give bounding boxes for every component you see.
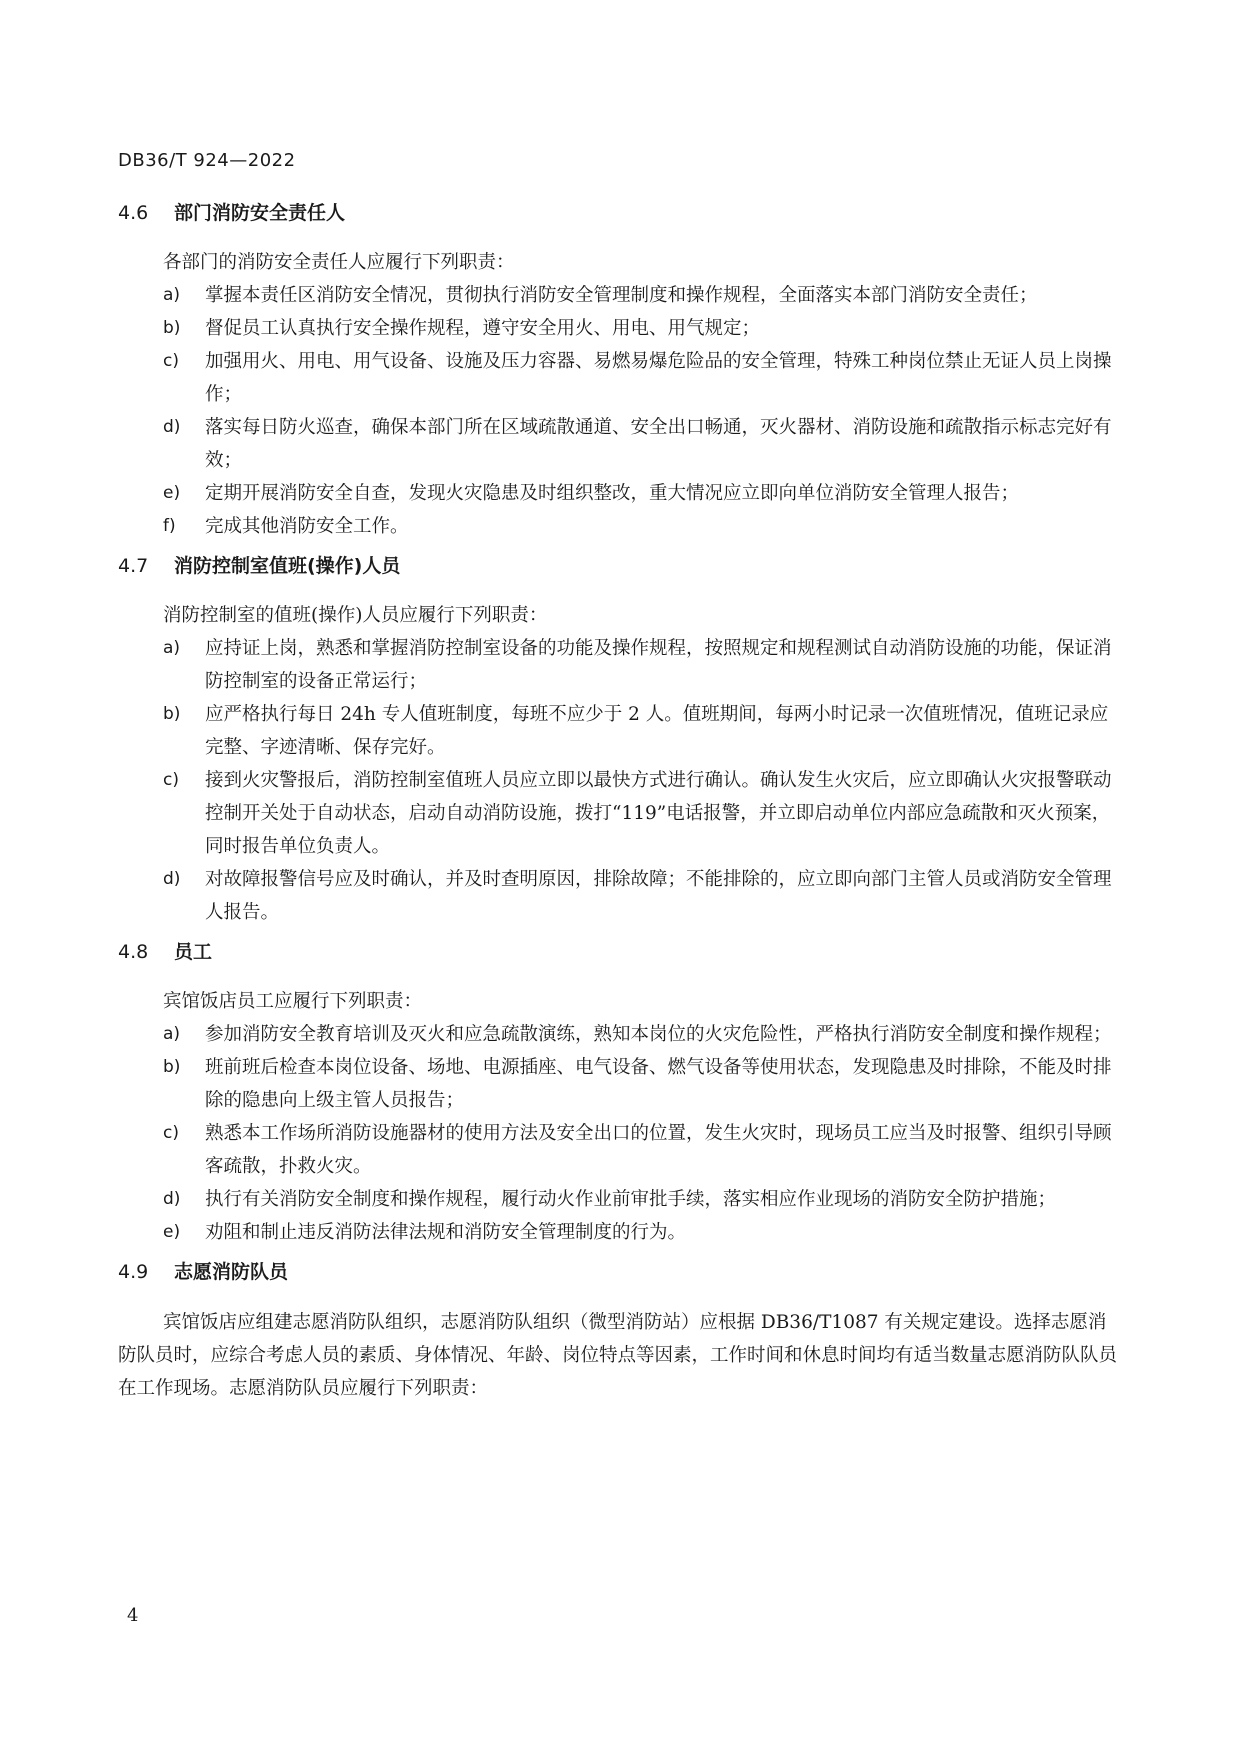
list-item — [118, 312, 1118, 345]
section-intro: 宾馆饭店员工应履行下列职责： — [163, 991, 423, 1012]
list-marker: c) — [163, 770, 179, 790]
section-4-9 — [118, 1257, 1118, 1405]
list-item-text: 对故障报警信号应及时确认，并及时查明原因，排除故障；不能排除的，应立即向部门主管人员或消防安全管理人报告。 — [205, 869, 1112, 923]
section-4-6 — [118, 198, 1118, 543]
section-title: 部门消防安全责任人 — [174, 202, 346, 224]
section-heading — [118, 198, 1118, 228]
page-number: 4 — [127, 1605, 139, 1626]
list-marker: e) — [163, 1222, 181, 1242]
list-item — [118, 698, 1118, 764]
list-item-text: 熟悉本工作场所消防设施器材的使用方法及安全出口的位置，发生火灾时，现场员工应当及时报警、组织引导顾客疏散，扑救火灾。 — [205, 1123, 1112, 1177]
list-marker: d) — [163, 869, 181, 889]
list-marker: a) — [163, 285, 181, 305]
list-marker: a) — [163, 1024, 181, 1044]
list-item-text: 掌握本责任区消防安全情况，贯彻执行消防安全管理制度和操作规程，全面落实本部门消防安全责任； — [205, 285, 1038, 306]
section-paragraph: 宾馆饭店应组建志愿消防队组织，志愿消防队组织（微型消防站）应根据 DB36/T1087 有关规定建设。选择志愿消防队员时，应综合考虑人员的素质、身体情况、年龄、岗位特点等因素，工作时间和休息时间均有适当数量志愿消防队队员在工作现场。志愿消防队员应履行下列职责： — [118, 1312, 1118, 1399]
list-marker: c) — [163, 351, 179, 371]
list-item-text: 劝阻和制止违反消防法律法规和消防安全管理制度的行为。 — [205, 1222, 687, 1243]
list-item-text: 加强用火、用电、用气设备、设施及压力容器、易燃易爆危险品的安全管理，特殊工种岗位禁止无证人员上岗操作； — [205, 351, 1112, 405]
list-item — [118, 1183, 1118, 1216]
list-marker: d) — [163, 417, 181, 437]
list-marker: c) — [163, 1123, 179, 1143]
section-title: 消防控制室值班(操作)人员 — [174, 555, 401, 577]
list-item-text: 定期开展消防安全自查，发现火灾隐患及时组织整改，重大情况应立即向单位消防安全管理人报告； — [205, 483, 1020, 504]
list-item-text: 督促员工认真执行安全操作规程，遵守安全用火、用电、用气规定； — [205, 318, 761, 339]
section-number: 4.7 — [118, 555, 149, 577]
list-item — [118, 510, 1118, 543]
document-header: DB36/T 924—2022 — [118, 150, 296, 171]
list-item-text: 接到火灾警报后，消防控制室值班人员应立即以最快方式进行确认。确认发生火灾后，应立即确认火灾报警联动控制开关处于自动状态，启动自动消防设施，拨打“119”电话报警，并立即启动单位内部应急疏散和灭火预案，同时报告单位负责人。 — [205, 770, 1112, 857]
page-content — [118, 198, 1118, 1405]
list-item — [118, 279, 1118, 312]
list-item — [118, 411, 1118, 477]
list-marker: b) — [163, 704, 181, 724]
list-marker: a) — [163, 638, 181, 658]
list-marker: b) — [163, 318, 181, 338]
list-item — [118, 1018, 1118, 1051]
list-item-text: 落实每日防火巡查，确保本部门所在区域疏散通道、安全出口畅通，灭火器材、消防设施和疏散指示标志完好有效； — [205, 417, 1112, 471]
list-item — [118, 863, 1118, 929]
section-title: 志愿消防队员 — [174, 1261, 289, 1283]
list-item-text: 应严格执行每日 24h 专人值班制度，每班不应少于 2 人。值班期间，每两小时记录一次值班情况，值班记录应完整、字迹清晰、保存完好。 — [205, 704, 1109, 758]
list-marker: d) — [163, 1189, 181, 1209]
list-marker: b) — [163, 1057, 181, 1077]
section-number: 4.6 — [118, 202, 149, 224]
list-item-text: 班前班后检查本岗位设备、场地、电源插座、电气设备、燃气设备等使用状态，发现隐患及时排除，不能及时排除的隐患向上级主管人员报告； — [205, 1057, 1112, 1111]
list-item — [118, 477, 1118, 510]
section-heading — [118, 1257, 1118, 1287]
list-item-text: 执行有关消防安全制度和操作规程，履行动火作业前审批手续，落实相应作业现场的消防安全防护措施； — [205, 1189, 1057, 1210]
section-number: 4.9 — [118, 1261, 149, 1283]
section-4-7 — [118, 551, 1118, 929]
list-item-text: 应持证上岗，熟悉和掌握消防控制室设备的功能及操作规程，按照规定和规程测试自动消防设施的功能，保证消防控制室的设备正常运行； — [205, 638, 1112, 692]
section-heading — [118, 551, 1118, 581]
list-item-text: 完成其他消防安全工作。 — [205, 516, 409, 537]
list-item-text: 参加消防安全教育培训及灭火和应急疏散演练，熟知本岗位的火灾危险性，严格执行消防安全制度和操作规程； — [205, 1024, 1112, 1045]
section-heading — [118, 937, 1118, 967]
section-title: 员工 — [174, 941, 213, 963]
list-marker: f) — [163, 516, 176, 536]
list-item — [118, 345, 1118, 411]
list-item — [118, 1216, 1118, 1249]
list-item — [118, 632, 1118, 698]
section-number: 4.8 — [118, 941, 149, 963]
list-item — [118, 1051, 1118, 1117]
list-marker: e) — [163, 483, 181, 503]
list-item — [118, 1117, 1118, 1183]
list-item — [118, 764, 1118, 863]
section-intro: 各部门的消防安全责任人应履行下列职责： — [163, 252, 515, 273]
section-4-8 — [118, 937, 1118, 1249]
section-intro: 消防控制室的值班(操作)人员应履行下列职责： — [163, 605, 548, 626]
